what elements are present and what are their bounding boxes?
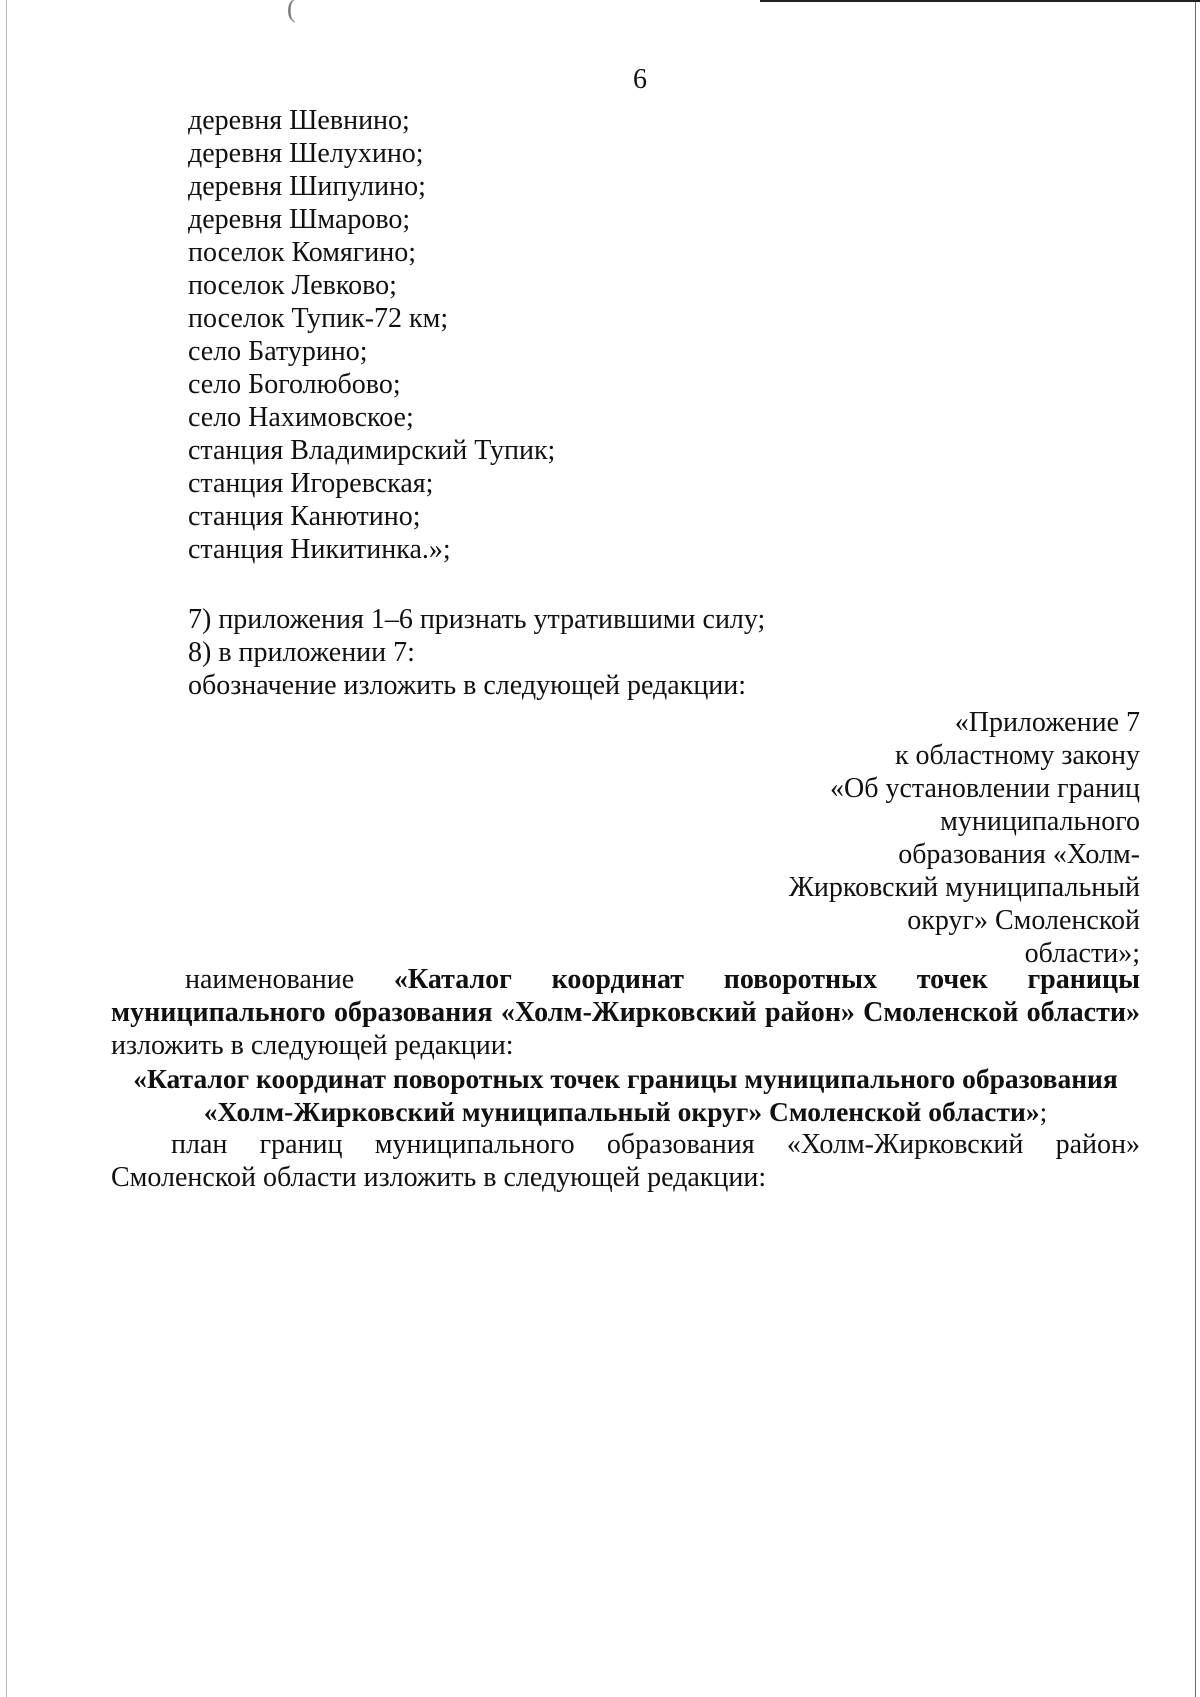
naming-prefix: наименование (185, 964, 394, 995)
list-item: село Батурино; (188, 336, 368, 367)
plan-paragraph: план границ муниципального образования «Холм-Жирковский район» Смоленской области изложить в следующей редакции: (111, 1129, 1140, 1193)
catalog-title (111, 1062, 1140, 1128)
naming-suffix: изложить в следующей редакции: (111, 1030, 514, 1061)
page-number: 6 (633, 64, 647, 95)
appendix-line: области»; (1024, 938, 1140, 969)
list-item: поселок Комягино; (188, 237, 417, 268)
designation-line: обозначение изложить в следующей редакции: (188, 670, 747, 701)
catalog-title-line-1: «Каталог координат поворотных точек границы муниципального образования (133, 1063, 1118, 1094)
scan-artifact-mark: ( (287, 0, 296, 23)
list-item: село Боголюбово; (188, 369, 401, 400)
scan-top-line (760, 0, 1200, 2)
naming-paragraph (111, 963, 1140, 1062)
scan-edge-left (6, 0, 7, 1697)
list-item: станция Игоревская; (188, 468, 434, 499)
settlement-list (188, 104, 555, 566)
appendix-line: округ» Смоленской (907, 905, 1140, 936)
naming-old-title: «Каталог координат поворотных точек границы муниципального образования «Холм-Жирковский район» Смоленской области» (111, 964, 1140, 1028)
list-item: поселок Левково; (188, 270, 397, 301)
item-8: 8) в приложении 7: (188, 637, 415, 668)
list-item: деревня Шипулино; (188, 171, 426, 202)
list-item: станция Владимирский Тупик; (188, 435, 556, 466)
appendix-header (789, 706, 1140, 970)
list-item: станция Канютино; (188, 501, 421, 532)
list-item: деревня Шевнино; (188, 105, 410, 136)
appendix-line: Жирковский муниципальный (788, 872, 1140, 903)
list-item: станция Никитинка.»; (188, 534, 451, 565)
item-7: 7) приложения 1–6 признать утратившими силу; (188, 604, 766, 635)
appendix-line: к областному закону (894, 740, 1140, 771)
list-item: деревня Шелухино; (188, 138, 424, 169)
scan-edge-right (1195, 0, 1196, 1697)
list-item: село Нахимовское; (188, 402, 414, 433)
catalog-title-line-2 (111, 1095, 1140, 1128)
appendix-line: «Об установлении границ (830, 773, 1140, 804)
appendix-line: образования «Холм- (898, 839, 1140, 870)
appendix-line: «Приложение 7 (954, 707, 1140, 738)
appendix-line: муниципального (940, 806, 1140, 837)
amendment-items (188, 603, 765, 702)
catalog-title-line-2-text: «Холм-Жирковский муниципальный округ» Смоленской области» (203, 1096, 1040, 1127)
catalog-title-line-2-suffix: ; (1039, 1096, 1048, 1127)
list-item: поселок Тупик-72 км; (188, 303, 449, 334)
list-item: деревня Шмарово; (188, 204, 411, 235)
